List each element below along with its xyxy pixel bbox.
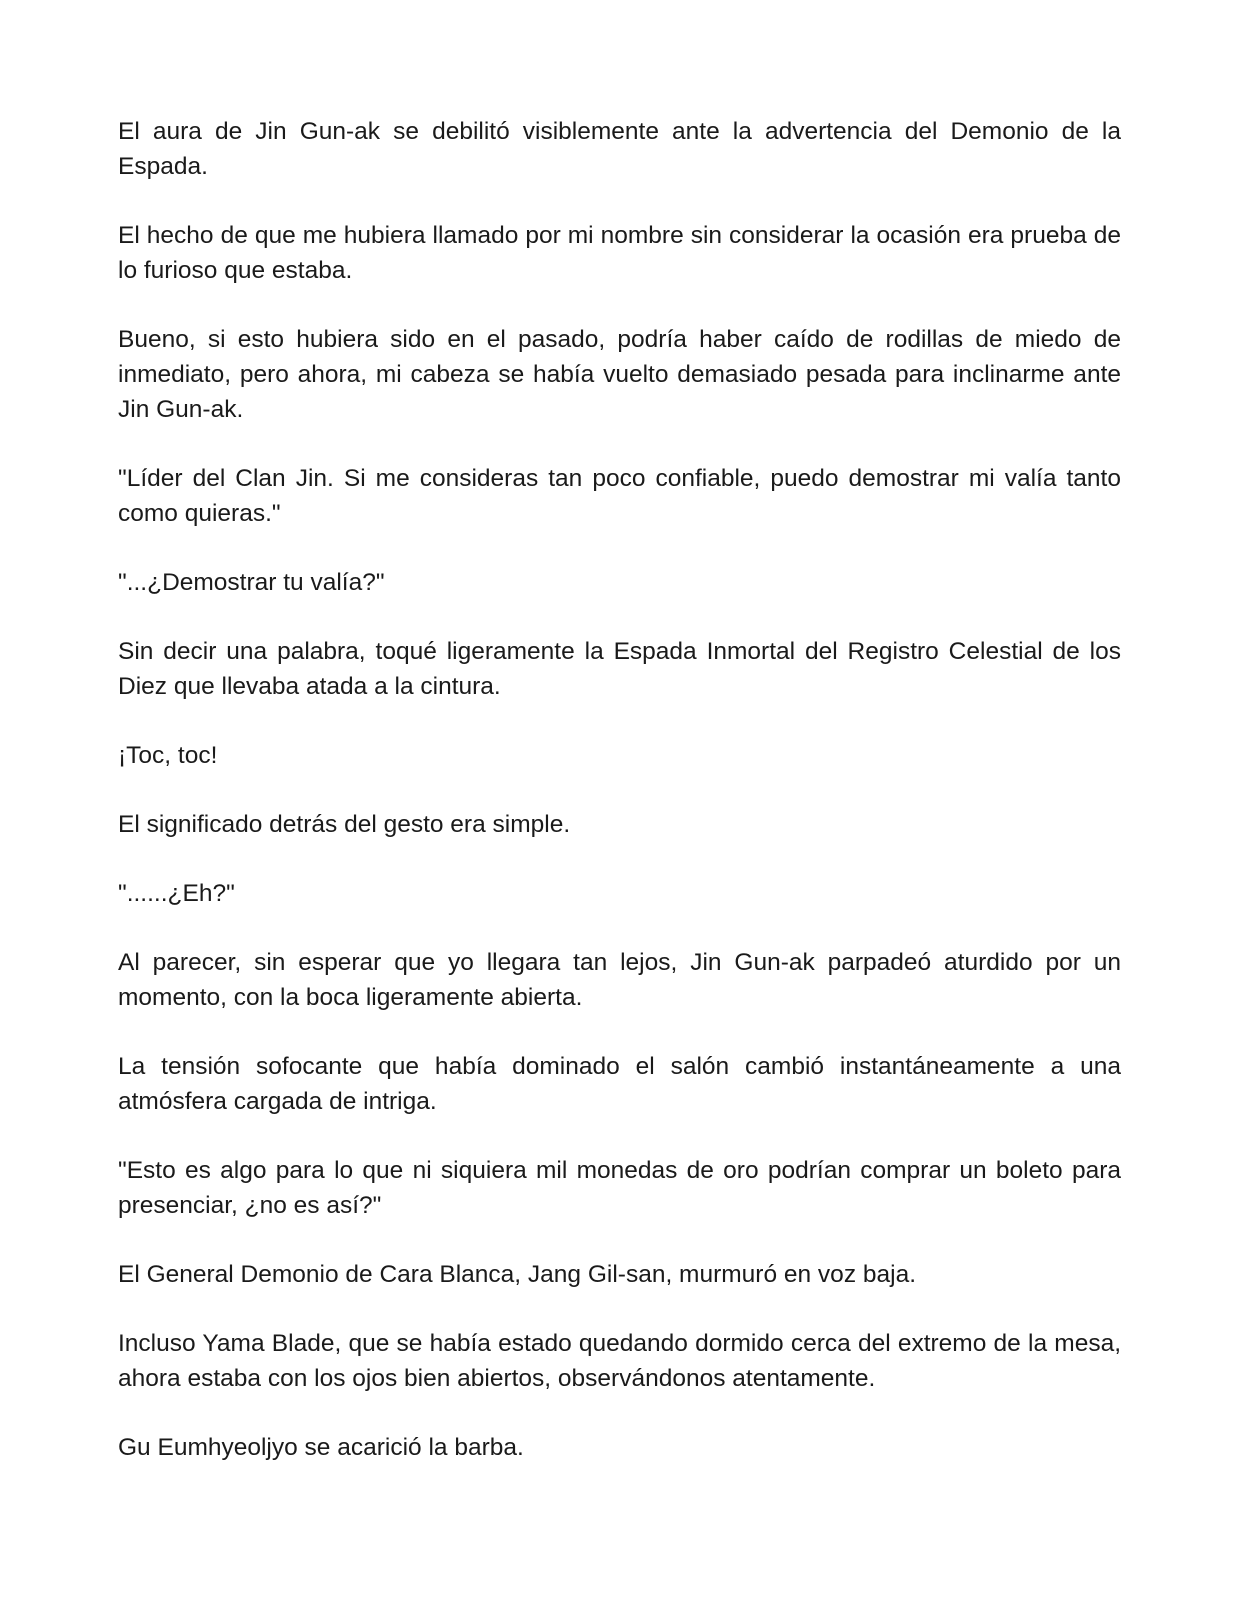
paragraph: "......¿Eh?" bbox=[118, 880, 235, 907]
paragraph: ¡Toc, toc! bbox=[118, 742, 218, 769]
paragraph: El hecho de que me hubiera llamado por mi nombre sin considerar la ocasión era prueba de lo furioso que estaba. bbox=[118, 222, 1121, 284]
paragraph: Bueno, si esto hubiera sido en el pasado, podría haber caído de rodillas de miedo de inmediato, pero ahora, mi cabeza se había vuelto demasiado pesada para inclinarme ante Jin Gun-ak. bbox=[118, 326, 1121, 423]
document-body bbox=[118, 114, 1121, 1499]
paragraph: El significado detrás del gesto era simple. bbox=[118, 811, 571, 838]
paragraph: "Esto es algo para lo que ni siquiera mil monedas de oro podrían comprar un boleto para presenciar, ¿no es así?" bbox=[118, 1157, 1121, 1219]
paragraph: "...¿Demostrar tu valía?" bbox=[118, 569, 385, 596]
paragraph: "Líder del Clan Jin. Si me consideras tan poco confiable, puedo demostrar mi valía tanto como quieras." bbox=[118, 465, 1121, 527]
paragraph: Sin decir una palabra, toqué ligeramente la Espada Inmortal del Registro Celestial de los Diez que llevaba atada a la cintura. bbox=[118, 638, 1121, 700]
paragraph: El General Demonio de Cara Blanca, Jang Gil-san, murmuró en voz baja. bbox=[118, 1261, 916, 1288]
paragraph: Al parecer, sin esperar que yo llegara tan lejos, Jin Gun-ak parpadeó aturdido por un momento, con la boca ligeramente abierta. bbox=[118, 949, 1121, 1011]
paragraph: El aura de Jin Gun-ak se debilitó visiblemente ante la advertencia del Demonio de la Espada. bbox=[118, 118, 1121, 180]
paragraph: Gu Eumhyeoljyo se acarició la barba. bbox=[118, 1434, 524, 1461]
paragraph: La tensión sofocante que había dominado el salón cambió instantáneamente a una atmósfera cargada de intriga. bbox=[118, 1053, 1121, 1115]
paragraph: Incluso Yama Blade, que se había estado quedando dormido cerca del extremo de la mesa, ahora estaba con los ojos bien abiertos, observándonos atentamente. bbox=[118, 1330, 1121, 1392]
